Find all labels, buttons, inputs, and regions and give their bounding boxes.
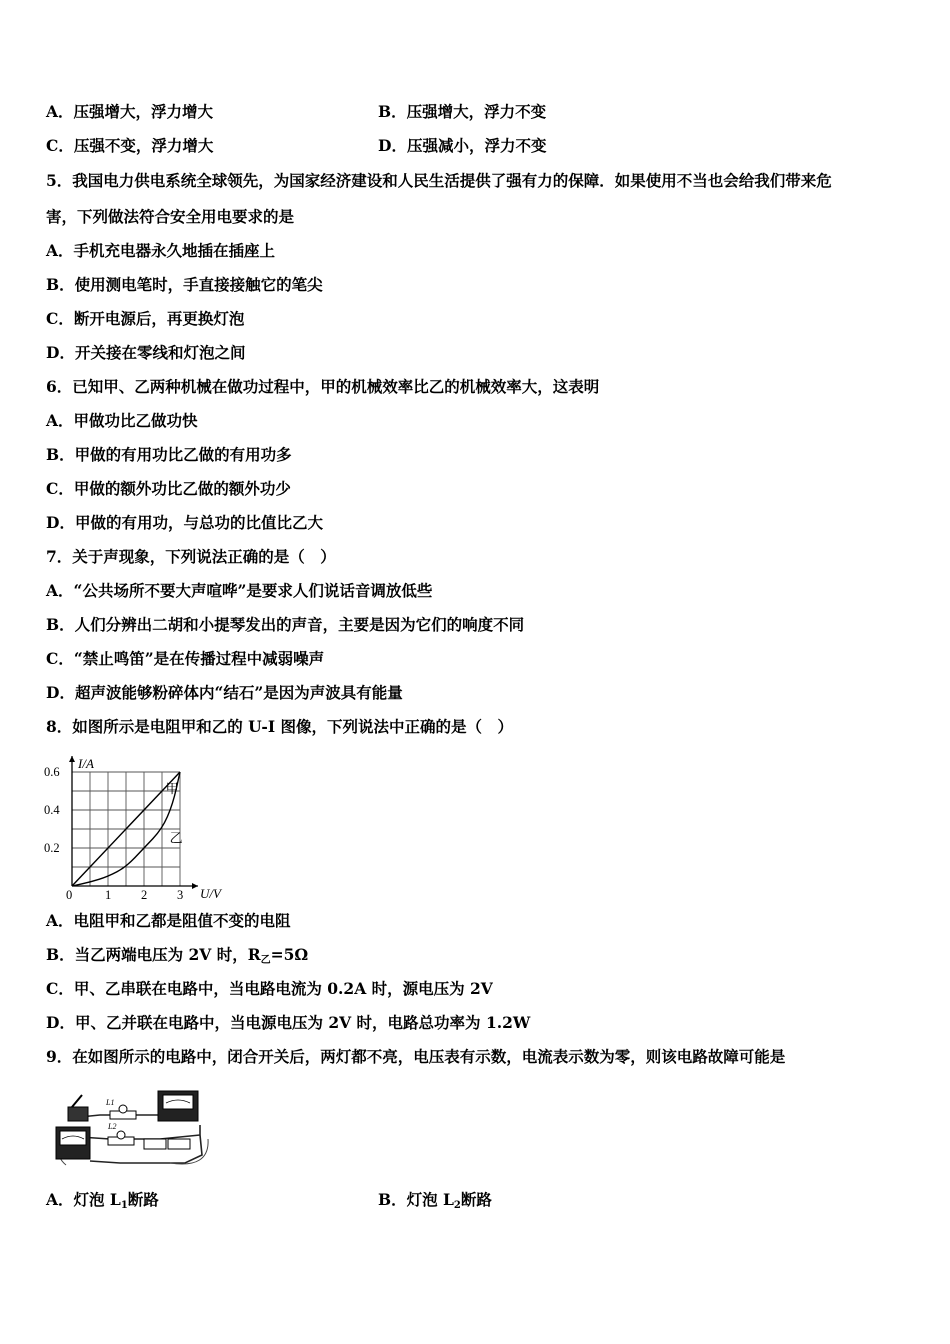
lamp-1-label: L1 [106,1098,115,1107]
x-axis-arrow [192,883,198,889]
q9-option-b-suffix: 断路 [460,1190,492,1209]
q7-option-c: C．“禁止鸣笛”是在传播过程中减弱噪声 [46,649,325,668]
q4-option-a: A．压强增大，浮力增大 [46,102,214,121]
q9-option-a-suffix: 断路 [127,1190,159,1209]
q5-stem-line1: 5．我国电力供电系统全球领先，为国家经济建设和人民生活提供了强有力的保障．如果使用不当也会给我们带来危 [46,171,832,190]
y-axis-label: I/A [78,756,94,771]
x-axis-label: U/V [200,886,221,900]
q4-option-b: B．压强增大，浮力不变 [378,102,547,121]
q7-option-a: A．“公共场所不要大声喧哗”是要求人们说话音调放低些 [46,581,433,600]
q4-option-c: C．压强不变，浮力增大 [46,136,214,155]
x-tick-label: 3 [177,888,184,900]
q9-option-a-prefix: A．灯泡 L [46,1190,121,1209]
q9-option-a-sub: 1 [120,1200,128,1211]
ui-graph [42,748,232,900]
series-label-jia: 甲 [165,781,179,796]
y-tick-label: 0.6 [44,765,60,779]
q8-option-b-suffix: =5Ω [270,945,309,964]
lamp-2-bulb [117,1131,125,1139]
q8-option-b-sub: 乙 [260,955,271,966]
switch [68,1107,88,1121]
q6-stem: 6．已知甲、乙两种机械在做功过程中，甲的机械效率比乙的机械效率大，这表明 [46,377,600,396]
q5-option-b: B．使用测电笔时，手直接接触它的笔尖 [46,275,323,294]
q8-option-d: D．甲、乙并联在电路中，当电源电压为 2V 时，电路总功率为 1.2W [46,1013,531,1032]
q7-stem: 7．关于声现象，下列说法正确的是（ ） [46,547,336,566]
q5-option-d: D．开关接在零线和灯泡之间 [46,343,246,362]
q9-stem: 9．在如图所示的电路中，闭合开关后，两灯都不亮，电压表有示数，电流表示数为零，则该电路故障可能是 [46,1047,786,1066]
lamp-1-bulb [119,1105,127,1113]
battery-cell-1 [144,1139,166,1149]
q7-option-b: B．人们分辨出二胡和小提琴发出的声音，主要是因为它们的响度不同 [46,615,525,634]
q9-option-b-sub: 2 [453,1200,461,1211]
lamp-2-label: L2 [108,1122,117,1131]
q8-option-b-prefix: B．当乙两端电压为 2V 时，R [46,945,261,964]
x-tick-label: 0 [66,888,73,900]
q9-option-a [46,1190,159,1216]
q8-stem: 8．如图所示是电阻甲和乙的 U-I 图像，下列说法中正确的是（ ） [46,717,514,736]
q5-stem-line2: 害，下列做法符合安全用电要求的是 [46,207,295,226]
q4-option-d: D．压强减小，浮力不变 [378,136,547,155]
q5-option-a: A．手机充电器永久地插在插座上 [46,241,276,260]
y-axis-arrow [69,756,75,762]
q7-option-d: D．超声波能够粉碎体内“结石”是因为声波具有能量 [46,683,403,702]
q6-option-b: B．甲做的有用功比乙做的有用功多 [46,445,292,464]
x-tick-label: 1 [105,888,112,900]
q8-option-c: C．甲、乙串联在电路中，当电路电流为 0.2A 时，源电压为 2V [46,979,493,998]
q8-option-b [46,945,308,971]
y-tick-label: 0.4 [44,803,60,817]
q8-option-a: A．电阻甲和乙都是阻值不变的电阻 [46,911,291,930]
switch-lever [72,1095,82,1107]
series-label-yi: 乙 [169,830,183,846]
q6-option-c: C．甲做的额外功比乙做的额外功少 [46,479,291,498]
q5-option-c: C．断开电源后，再更换灯泡 [46,309,245,328]
q6-option-d: D．甲做的有用功，与总功的比值比乙大 [46,513,323,532]
battery-cell-2 [168,1139,190,1149]
y-tick-label: 0.2 [44,841,60,855]
q9-option-b [378,1190,492,1216]
x-tick-label: 2 [141,888,148,900]
circuit-diagram [50,1085,220,1171]
q9-option-b-prefix: B．灯泡 L [378,1190,454,1209]
q6-option-a: A．甲做功比乙做功快 [46,411,198,430]
